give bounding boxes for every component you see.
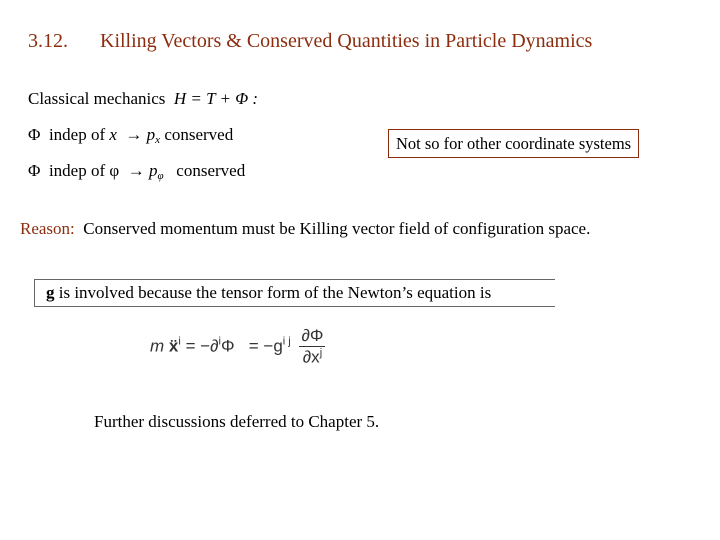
metric-g: g [46, 283, 55, 302]
newton-equation [150, 326, 325, 368]
reason-text: Conserved momentum must be Killing vector field of configuration space. [83, 219, 591, 238]
phi-symbol: Φ [28, 125, 41, 144]
momentum-p: p [146, 125, 156, 144]
momentum-sub: x [155, 134, 161, 146]
phi-symbol: Φ [28, 161, 41, 180]
eq-fraction [299, 326, 325, 368]
slide-title [28, 30, 592, 53]
momentum-p: p [148, 161, 158, 180]
var-phi: φ [109, 161, 120, 180]
g-line-text: is involved because the tensor form of the Newton’s equation is [58, 283, 492, 302]
momentum-sub: φ [157, 170, 164, 182]
reason-label: Reason: [20, 219, 75, 238]
eq-accel-sup: i [178, 335, 181, 348]
title-text: Killing Vectors & Conserved Quantities in Particle Dynamics [100, 30, 593, 52]
reason-line [20, 219, 590, 239]
indep-x-line [28, 125, 233, 146]
conserved-text: conserved [176, 161, 246, 180]
indep-text: indep of [48, 125, 106, 144]
eq-metric: = −g [248, 336, 283, 356]
eq-metric-sup: i j [282, 335, 291, 348]
eq-grad: = −∂ [185, 336, 219, 356]
var-x: x [109, 125, 117, 144]
classical-mechanics-line [28, 89, 258, 109]
arrow: → [127, 161, 145, 180]
eq-mass: m [150, 336, 165, 356]
eq-denominator: $\partial x^j$ [302, 347, 323, 367]
arrow: → [125, 125, 143, 144]
eq-phi: Φ [221, 336, 235, 356]
section-number: 3.12. [28, 30, 68, 52]
coordinate-note-box: Not so for other coordinate systems [388, 129, 639, 158]
g-line [46, 283, 491, 303]
indep-text: indep of [48, 161, 106, 180]
classical-label: Classical mechanics [28, 89, 166, 108]
conserved-text: conserved [164, 125, 234, 144]
eq-numerator: ∂Φ [301, 326, 324, 345]
hamiltonian-formula: H = T + Φ : [173, 89, 259, 108]
indep-phi-line [28, 161, 245, 182]
eq-accel: ẍ [168, 336, 179, 356]
eq-grad-sup: i [218, 335, 221, 348]
further-discussion: Further discussions deferred to Chapter 5. [94, 412, 380, 431]
